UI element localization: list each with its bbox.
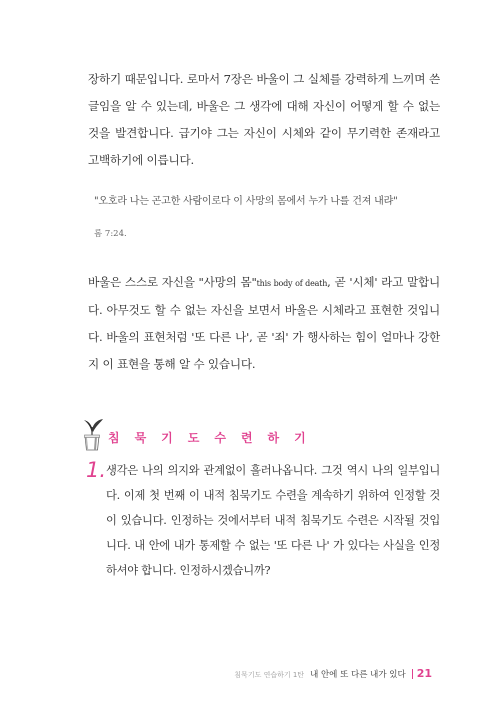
page-number: 21 <box>416 667 432 680</box>
scripture-reference: 롬 7:24. <box>94 229 127 239</box>
page-footer <box>234 667 432 680</box>
practice-title: 침묵기도수련하기 <box>108 431 321 445</box>
body-paragraph-2 <box>88 269 440 378</box>
paragraph-2-text-b: , 곧 '시체' 라고 말합니다. 아무것도 할 수 없는 자신을 보면서 바울은 시체라고 표현한 것입니다. 바울의 표현처럼 '또 다른 나', 곧 '죄' 가 행사하는 힘이 얼마나 강한지 이 표현을 통해 알 수 있습니다. <box>88 275 440 371</box>
plant-pot-icon <box>80 414 106 452</box>
practice-section-heading <box>80 414 380 452</box>
footer-book-title: 침묵기도 연습하기 1탄 <box>234 671 305 679</box>
footer-chapter-title: 내 안에 또 다른 내가 있다 <box>310 670 406 680</box>
practice-item-number: 1. <box>86 458 107 482</box>
footer-divider <box>412 669 413 679</box>
practice-item <box>88 458 440 583</box>
practice-item-text: 생각은 나의 의지와 관계없이 흘러나옵니다. 그것 역시 나의 일부입니다. 이제 첫 번째 이 내적 침묵기도 수련을 계속하기 위하여 인정할 것이 있습니다. 인정하는 것에서부터 내적 침묵기도 수련은 시작될 것입니다. 내 안에 내가 통제할 수 없는 '또 다른 나' 가 있다는 사실을 인정하셔야 합니다. 인정하시겠습니까? <box>106 464 440 577</box>
paragraph-2-text-a: 바울은 스스로 자신을 "사망의 몸" <box>88 275 257 289</box>
body-paragraph-1: 장하기 때문입니다. 로마서 7장은 바울이 그 실체를 강력하게 느끼며 쓴 글임을 알 수 있는데, 바울은 그 생각에 대해 자신이 어떻게 할 수 없는 것을 발견합니다. 급기야 그는 자신이 시체와 같이 무기력한 존재라고 고백하기에 이릅니다. <box>88 72 440 167</box>
english-gloss: this body of death <box>256 279 328 288</box>
scripture-quote: "오호라 나는 곤고한 사람이로다 이 사망의 몸에서 누가 나를 건져 내랴" <box>94 196 398 207</box>
